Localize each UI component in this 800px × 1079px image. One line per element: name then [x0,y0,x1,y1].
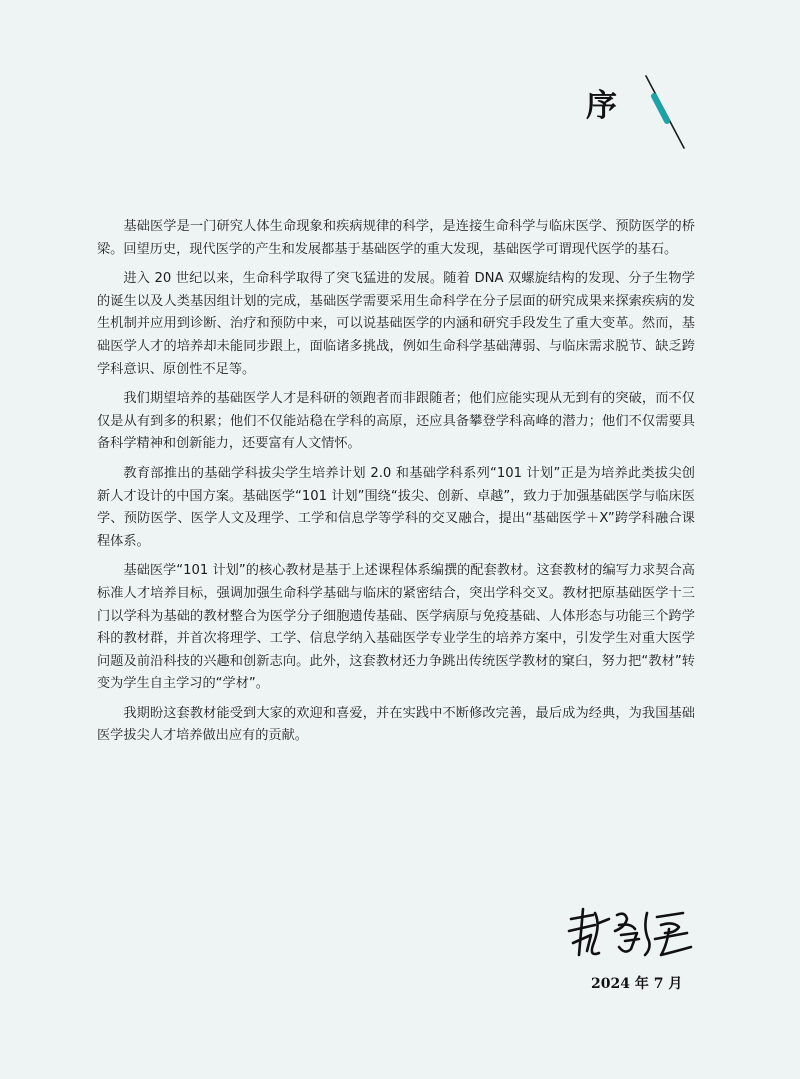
date-line: 2024 年 7 月 [591,976,683,992]
paragraph: 我们期望培养的基础医学人才是科研的领跑者而非跟随者；他们应能实现从无到有的突破，而不仅仅是从有到多的积累；他们不仅能站稳在学科的高原，还应具备攀登学科高峰的潜力；他们不仅需要具备科学精神和创新能力，还要富有人文情怀。 [97,391,695,452]
paragraph: 进入 20 世纪以来，生命科学取得了突飞猛进的发展。随着 DNA 双螺旋结构的发现、分子生物学的诞生以及人类基因组计划的完成，基础医学需要采用生命科学在分子层面的研究成果来探索疾病的发生机制并应用到诊断、治疗和预防中来，可以说基础医学的内涵和研究手段发生了重大变革。然而，基础医学人才的培养却未能同步跟上，面临诸多挑战，例如生命科学基础薄弱、与临床需求脱节、缺乏跨学科意识、原创性不足等。 [97,271,695,377]
paragraph: 我期盼这套教材能受到大家的欢迎和喜爱，并在实践中不断修改完善，最后成为经典，为我国基础医学拔尖人才培养做出应有的贡献。 [97,705,695,744]
paragraph: 基础医学是一门研究人体生命现象和疾病规律的科学，是连接生命科学与临床医学、预防医学的桥梁。回望历史，现代医学的产生和发展都基于基础医学的重大发现，基础医学可谓现代医学的基石。 [97,219,695,257]
handwritten-signature [565,905,697,963]
page-title: 序 [586,88,617,124]
preface-body [97,216,695,755]
paragraph: 教育部推出的基础学科拔尖学生培养计划 2.0 和基础学科系列“101 计划”正是为培养此类拔尖创新人才设计的中国方案。基础医学“101 计划”围绕“拔尖、创新、卓越”，致力于加强基础医学与临床医学、预防医学、医学人文及理学、工学和信息学等学科的交叉融合，提出“基础医学＋X”跨学科融合课程体系。 [97,465,695,549]
title-slash-decoration [640,72,690,152]
paragraph: 基础医学“101 计划”的核心教材是基于上述课程体系编撰的配套教材。这套教材的编写力求契合高标准人才培养目标，强调加强生命科学基础与临床的紧密结合，突出学科交叉。教材把原基础医学十三门以学科为基础的教材整合为医学分子细胞遗传基础、医学病原与免疫基础、人体形态与功能三个跨学科的教材群，并首次将理学、工学、信息学纳入基础医学专业学生的培养方案中，引发学生对重大医学问题及前沿科技的兴趣和创新志向。此外，这套教材还力争跳出传统医学教材的窠臼，努力把“教材”转变为学生自主学习的“学材”。 [97,563,695,692]
